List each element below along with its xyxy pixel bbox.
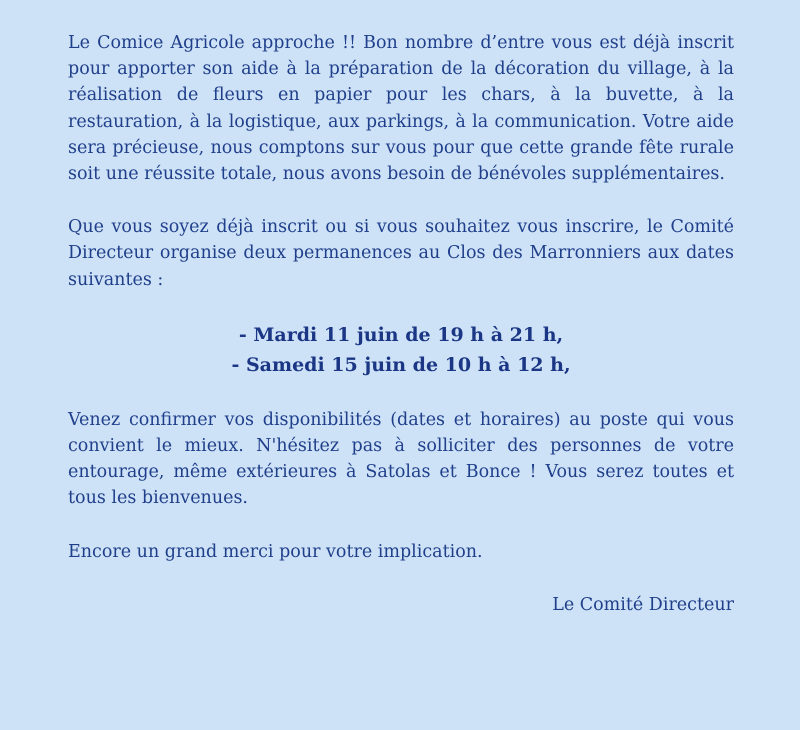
dates-list [68, 320, 734, 380]
date-item-saturday: - Samedi 15 juin de 10 h à 12 h, [231, 353, 571, 376]
paragraph-spacer [68, 512, 734, 539]
closing-line: Encore un grand merci pour votre implication. [68, 541, 483, 562]
letter-body [68, 30, 734, 618]
confirm-paragraph: Venez confirmer vos disponibilités (dates et horaires) au poste qui vous convient le mieux. N'hésitez pas à solliciter des personnes de votre entourage, même extérieures à Satolas et Bonce ! Vous serez toutes et tous les bienvenues. [68, 409, 734, 509]
paragraph-spacer [68, 565, 734, 592]
paragraph-spacer [68, 293, 734, 320]
permanences-paragraph: Que vous soyez déjà inscrit ou si vous souhaitez vous inscrire, le Comité Directeur organise deux permanences au Clos des Marronniers aux dates suivantes : [68, 217, 734, 290]
date-item-tuesday: - Mardi 11 juin de 19 h à 21 h, [238, 323, 564, 346]
intro-paragraph: Le Comice Agricole approche !! Bon nombre d’entre vous est déjà inscrit pour apporter son aide à la préparation de la décoration du village, à la réalisation de fleurs en papier pour les chars, à la buvette, à la restauration, à la logistique, aux parkings, à la communication. Votre aide sera précieuse, nous comptons sur vous pour que cette grande fête rurale soit une réussite totale, nous avons besoin de bénévoles supplémentaires. [68, 33, 734, 185]
signature: Le Comité Directeur [552, 594, 734, 615]
paragraph-spacer [68, 380, 734, 407]
paragraph-spacer [68, 187, 734, 214]
